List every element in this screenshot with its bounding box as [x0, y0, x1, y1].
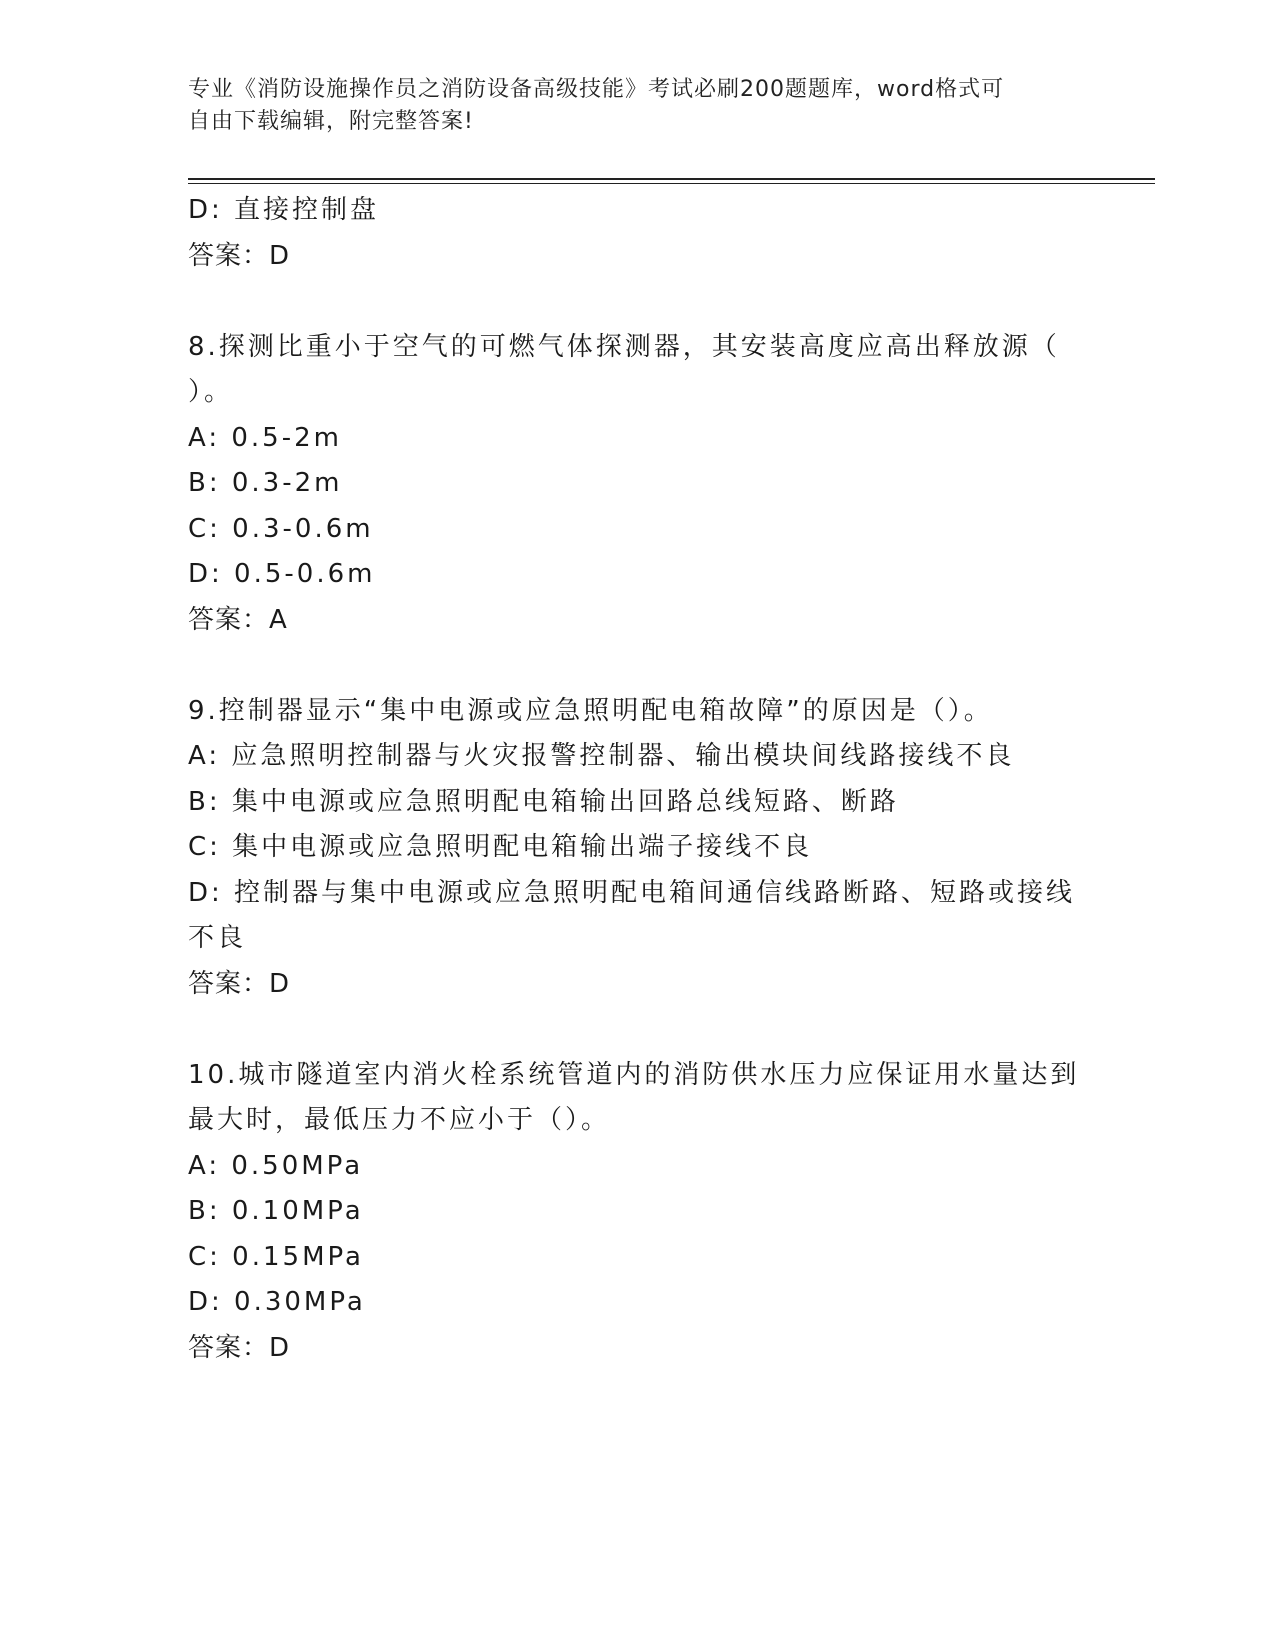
question-list	[188, 188, 1088, 1371]
header-line-1: 专业《消防设施操作员之消防设备高级技能》考试必刷200题题库，word格式可	[188, 77, 1005, 102]
q9-stem: 9.控制器显示“集中电源或应急照明配电箱故障”的原因是（）。	[188, 695, 993, 726]
q8-option-a: A: 0.5-2m	[188, 422, 342, 453]
prev-option-d: D: 直接控制盘	[188, 195, 380, 225]
header-rule-thin	[188, 183, 1155, 184]
spacer	[188, 643, 1088, 689]
spacer	[188, 1007, 1088, 1053]
spacer	[188, 279, 1088, 325]
document-header	[188, 74, 1068, 138]
q10-option-a: A: 0.50MPa	[188, 1150, 364, 1181]
q10-answer: 答案：D	[188, 1332, 291, 1363]
q8-option-b: B: 0.3-2m	[188, 468, 343, 498]
q8-stem-cont: ）。	[188, 377, 234, 407]
q9-option-b: B: 集中电源或应急照明配电箱输出回路总线短路、断路	[188, 786, 899, 817]
q9-answer: 答案：D	[188, 968, 291, 999]
q10-option-b: B: 0.10MPa	[188, 1196, 364, 1226]
q8-option-c: C: 0.3-0.6m	[188, 513, 374, 544]
q9-option-d-cont: 不良	[188, 923, 247, 953]
prev-answer: 答案：D	[188, 240, 291, 271]
q8-answer: 答案：A	[188, 604, 288, 635]
q8-option-d: D: 0.5-0.6m	[188, 559, 376, 589]
q9-option-c: C: 集中电源或应急照明配电箱输出端子接线不良	[188, 832, 813, 862]
header-line-2: 自由下载编辑，附完整答案!	[188, 109, 474, 134]
q10-stem-cont: 最大时，最低压力不应小于（）。	[188, 1105, 611, 1135]
q10-stem: 10.城市隧道室内消火栓系统管道内的消防供水压力应保证用水量达到	[188, 1059, 1080, 1090]
q9-option-d: D: 控制器与集中电源或应急照明配电箱间通信线路断路、短路或接线	[188, 877, 1076, 908]
header-rule-thick	[188, 178, 1155, 180]
q10-option-d: D: 0.30MPa	[188, 1287, 366, 1317]
q8-stem: 8.探测比重小于空气的可燃气体探测器，其安装高度应高出释放源（	[188, 331, 1060, 362]
q9-option-a: A: 应急照明控制器与火灾报警控制器、输出模块间线路接线不良	[188, 741, 1015, 771]
q10-option-c: C: 0.15MPa	[188, 1241, 364, 1272]
